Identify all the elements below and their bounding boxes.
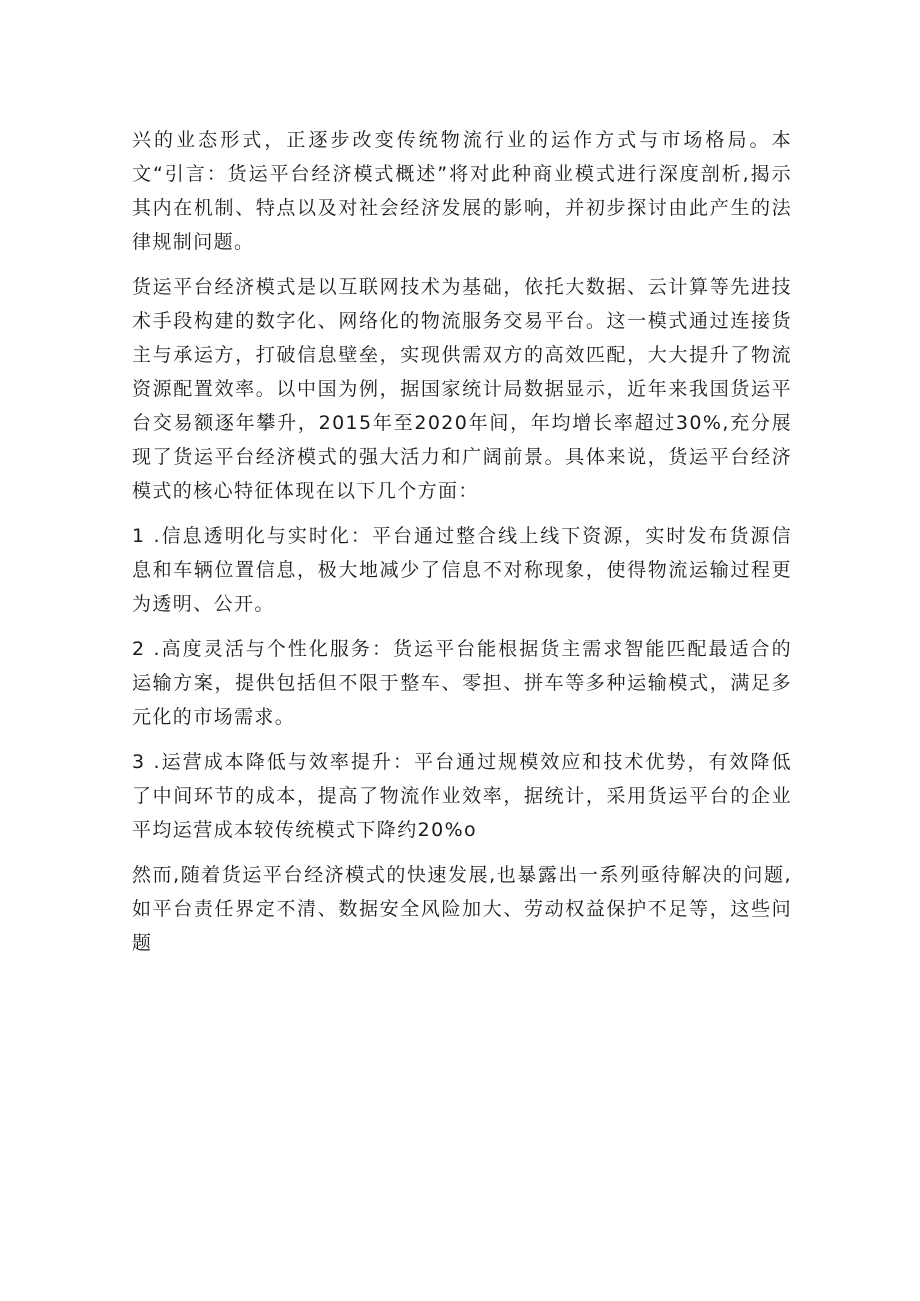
paragraph-model-overview: 货运平台经济模式是以互联网技术为基础，依托大数据、云计算等先进技术手段构建的数字化、网络化的物流服务交易平台。这一模式通过连接货主与承运方，打破信息壁垒，实现供需双方的高效匹配，大大提升了物流资源配置效率。以中国为例，据国家统计局数据显示，近年来我国货运平台交易额逐年攀升，2015年至2020年间，年均增长率超过30%,充分展现了货运平台经济模式的强大活力和广阔前景。具体来说，货运平台经济模式的核心特征体现在以下几个方面： <box>132 276 792 502</box>
list-item-flexibility: 2 .高度灵活与个性化服务：货运平台能根据货主需求智能匹配最适合的运输方案，提供包括但不限于整车、零担、拼车等多种运输模式，满足多元化的市场需求。 <box>132 638 792 728</box>
paragraph-intro-continuation: 兴的业态形式，正逐步改变传统物流行业的运作方式与市场格局。本文“引言：货运平台经济模式概述”将对此种商业模式进行深度剖析,揭示其内在机制、特点以及对社会经济发展的影响，并初步探讨由此产生的法律规制问题。 <box>132 129 792 253</box>
paragraph-problems: 然而,随着货运平台经济模式的快速发展,也暴露出一系列亟待解决的问题,如平台责任界定不清、数据安全风险加大、劳动权益保护不足等，这些问题 <box>132 864 792 954</box>
list-item-transparency: 1 .信息透明化与实时化：平台通过整合线上线下资源，实时发布货源信息和车辆位置信息，极大地减少了信息不对称现象，使得物流运输过程更为透明、公开。 <box>132 525 792 615</box>
list-item-cost-efficiency: 3 .运营成本降低与效率提升：平台通过规模效应和技术优势，有效降低了中间环节的成本，提高了物流作业效率，据统计，采用货运平台的企业平均运营成本较传统模式下降约20%o <box>132 751 792 841</box>
document-body <box>132 123 792 960</box>
